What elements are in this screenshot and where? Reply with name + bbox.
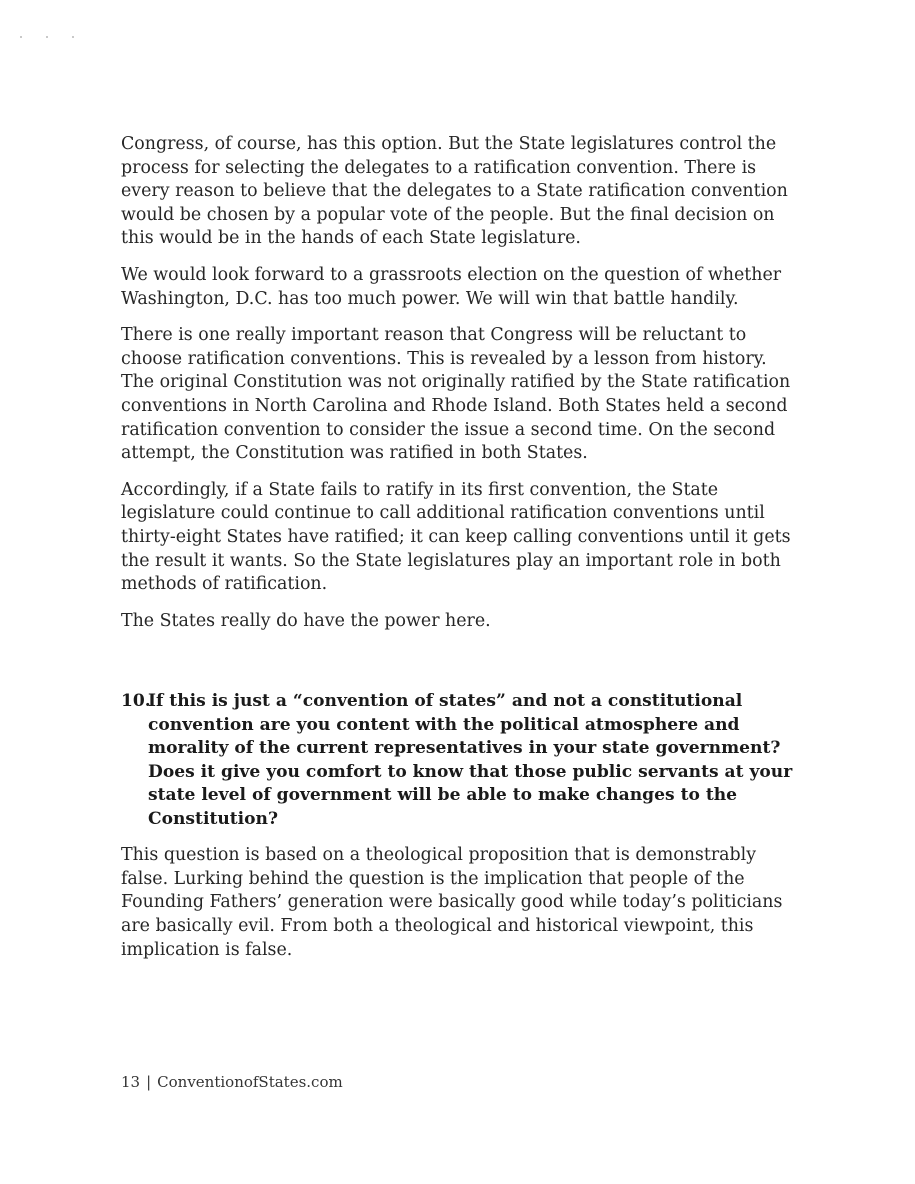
scan-artifact: [20, 36, 90, 44]
paragraph-2: We would look forward to a grassroots election on the question of whether Washington, D.C. has too much power. We will win that battle handily.: [121, 264, 782, 309]
page-number: 13: [121, 1073, 141, 1091]
page-body: [121, 133, 796, 962]
answer-paragraph: This question is based on a theological proposition that is demonstrably false. Lurking behind the question is the implication that people of the Founding Fathers’ generation were basically good while today’s politicians are basically evil. From both a theological and historical viewpoint, this implication is false.: [121, 845, 783, 960]
paragraph-4: Accordingly, if a State fails to ratify in its first convention, the State legislature could continue to call additional ratification conventions until thirty-eight States have ratified; it can keep calling conventions until it gets the result it wants. So the State legislatures play an important role in both methods of ratification.: [121, 479, 791, 595]
paragraph-5: The States really do have the power here.: [121, 610, 491, 631]
footer-separator: |: [146, 1073, 152, 1091]
paragraph-3: There is one really important reason that Congress will be reluctant to choose ratification conventions. This is revealed by a lesson from history. The original Constitution was not originally ratified by the State ratification conventions in North Carolina and Rhode Island. Both States held a second ratification convention to consider the issue a second time. On the second attempt, the Constitution was ratified in both States.: [121, 325, 791, 464]
question-text: If this is just a “convention of states” and not a constitutional convention are you content with the political atmosphere and morality of the current representatives in your state government? Does it give you comfort to know that those public servants at your state level of government will be able to make changes to the Constitution?: [148, 691, 793, 829]
page-footer: [121, 1073, 343, 1091]
paragraph-1: Congress, of course, has this option. But the State legislatures control the process for selecting the delegates to a ratification convention. There is every reason to believe that the delegates to a State ratification convention would be chosen by a popular vote of the people. But the final decision on this would be in the hands of each State legislature.: [121, 134, 788, 249]
question-number: 10.: [121, 691, 151, 712]
question-heading: [121, 690, 796, 831]
footer-site: ConventionofStates.com: [157, 1073, 343, 1091]
